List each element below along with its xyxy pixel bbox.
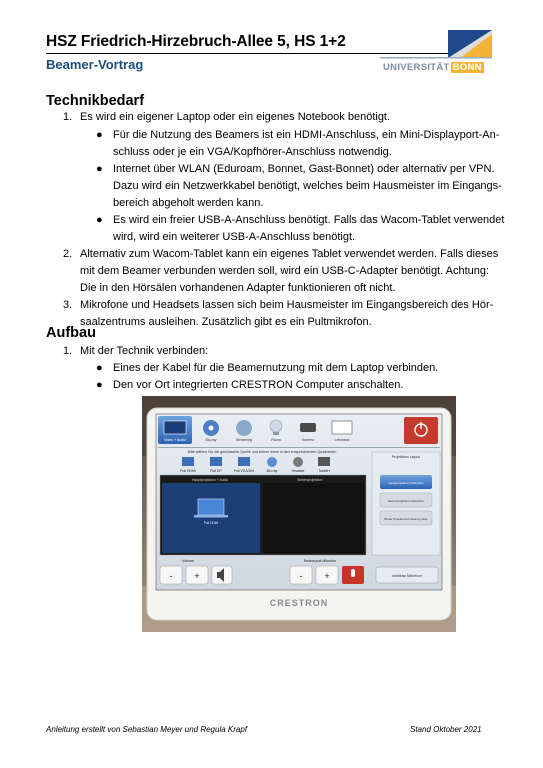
crestron-mic-label: Rednerpult Mikrofon <box>303 559 337 563</box>
bullet-text: Den vor Ort integrierten CRESTRON Computer anschalten. <box>113 379 404 391</box>
list-item-text: mit dem Beamer verbunden werden soll, wird ein USB-C-Adapter benötigt. Achtung: <box>80 265 490 277</box>
bullet-text: Internet über WLAN (Eduroam, Bonnet, Gast-Bonnet) oder alternativ per VPN. <box>113 163 495 175</box>
crestron-layout-title: Projektions Layout <box>392 455 420 459</box>
crestron-source-label: Blu-ray <box>266 469 278 473</box>
bullet-text: Dazu wird ein Netzwerkkabel benötigt, welches beim Hausmeister im Eingangs- <box>113 180 502 192</box>
section-heading-technikbedarf: Technikbedarf <box>46 93 145 109</box>
crestron-layout-secondary-full: Nebenprojektion Vollschirm <box>387 499 425 503</box>
bullet-text: Es wird ein freier USB-A-Anschluss benötigt. Falls das Wacom-Tablet verwendet <box>113 214 505 226</box>
list-item-text: saalzentrums ausleihen. Zusätzlich gibt es ein Pultmikrofon. <box>80 316 372 328</box>
crestron-main-projection-source: Pult HDMI <box>203 521 219 525</box>
list-number: 1. <box>63 345 73 357</box>
crestron-secondary-projection-title: Nebenprojektion <box>297 478 323 482</box>
list-number: 2. <box>63 248 73 260</box>
crestron-layout-side-by-side: Beide Projektionen Side-by-Side <box>384 517 428 521</box>
bullet-icon: ● <box>96 379 103 391</box>
crestron-wireless-mics: drahtlose Mikrofone <box>392 574 422 578</box>
crestron-source-label: TabletH <box>318 469 330 473</box>
crestron-volume-plus: + <box>194 571 200 581</box>
bullet-icon: ● <box>96 362 103 374</box>
list-item-text: Es wird ein eigener Laptop oder ein eigenes Notebook benötigt. <box>80 111 391 123</box>
crestron-btn-video: Video + Audio <box>164 438 186 442</box>
footer-date: Stand Oktober 2021 <box>410 725 482 734</box>
page-title: HSZ Friedrich-Hirzebruch-Allee 5, HS 1+2 <box>46 33 346 50</box>
crestron-btn-streaming: Streaming <box>236 438 252 442</box>
section-heading-aufbau: Aufbau <box>46 325 96 341</box>
crestron-btn-bluray: Blu-ray <box>205 438 217 442</box>
crestron-btn-leinwand: Leinwand <box>334 438 350 442</box>
crestron-main-projection-title: Hauptprojektion + Audio <box>191 478 229 482</box>
page-subtitle: Beamer-Vortrag <box>46 57 144 72</box>
bullet-text: bereich abgeholt werden kann. <box>113 197 264 209</box>
bullet-text: schluss oder je ein VGA/Kopfhörer-Anschluss notwendig. <box>113 146 392 158</box>
crestron-panel-photo <box>142 396 456 632</box>
crestron-brand: CRESTRON <box>269 598 329 608</box>
list-number: 3. <box>63 299 73 311</box>
crestron-source-label: Headset <box>291 469 305 473</box>
crestron-mic-minus: - <box>299 571 303 581</box>
list-item-text: Mit der Technik verbinden: <box>80 345 209 357</box>
crestron-source-label: Pult HDMI <box>180 469 196 473</box>
crestron-btn-raum: Raum <box>271 438 281 442</box>
crestron-mic-plus: + <box>324 571 330 581</box>
bullet-icon: ● <box>96 163 103 175</box>
crestron-btn-kamera: Kamera <box>301 438 315 442</box>
logo-text-bonn: BONN <box>452 62 482 73</box>
university-logo-text <box>383 62 484 73</box>
bullet-text: Eines der Kabel für die Beamernutzung mit dem Laptop verbinden. <box>113 362 439 374</box>
bullet-text: wird, wird ein weiterer USB-A-Anschluss benötigt. <box>113 231 356 243</box>
bullet-icon: ● <box>96 214 103 226</box>
list-item-text: Mikrofone und Headsets lassen sich beim Hausmeister im Eingangsbereich des Hör- <box>80 299 494 311</box>
crestron-volume-label: Volume <box>182 559 194 563</box>
crestron-instruction: Bitte wählen Sie die gewünschte Quelle und ziehen diese in den entsprechenden Quadranten <box>187 450 337 454</box>
crestron-volume-minus: - <box>169 571 173 581</box>
crestron-source-label: Pult DP <box>210 469 222 473</box>
logo-text-universitaet: UNIVERSITÄT <box>383 62 450 73</box>
list-number: 1. <box>63 111 73 123</box>
list-item-text: Alternativ zum Wacom-Tablet kann ein eigenes Tablet verwendet werden. Falls dieses <box>80 248 499 260</box>
bullet-text: Für die Nutzung des Beamers ist ein HDMI-Anschluss, ein Mini-Displayport-An- <box>113 129 500 141</box>
footer-author: Anleitung erstellt von Sebastian Meyer und Regula Krapf <box>46 725 248 734</box>
bullet-icon: ● <box>96 129 103 141</box>
list-item-text: Die in den Hörsälen vorhandenen Adapter funktionieren oft nicht. <box>80 282 396 294</box>
crestron-source-label: Pult VGA/DVI <box>233 469 255 473</box>
crestron-layout-main-full: Hauptprojektion Vollschirm <box>388 481 424 485</box>
